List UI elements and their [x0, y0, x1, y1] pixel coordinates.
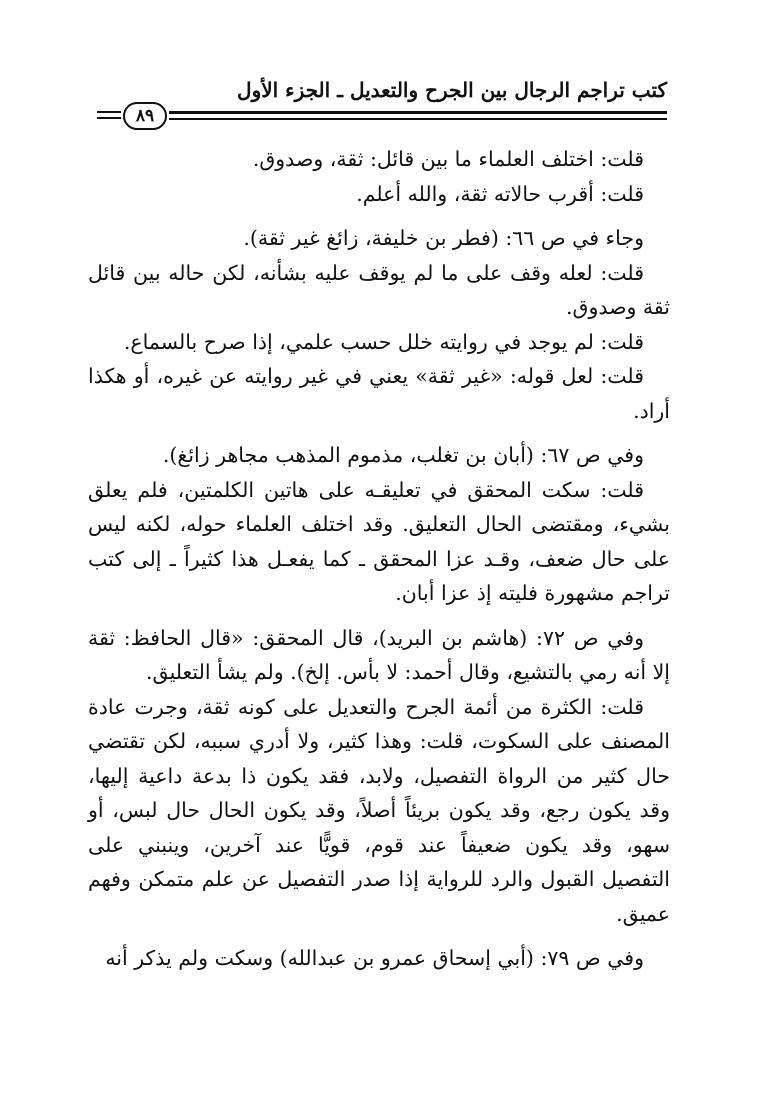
paragraph: وفي ص ٦٧: (أبان بن تغلب، مذموم المذهب مجاهر زائغ).: [162, 443, 644, 467]
paragraph: قلت: الكثرة من أئمة الجرح والتعديل على كونه ثقة، وجرت عادة المصنف على السكوت، قلت: وهذا كثير، ولا أدري سببه، لكن تقتضي حال كثير من الرواة التفصيل، ولابد، فقد يكون ذا بدعة داعية إليها، وقد يكون رجع، وقد يكون بريئاً أصلاً، وقد يكون الحال حال لبس، أو سهو، وقد يكون ضعيفاً عند قوم، قويًّا عند آخرين، وينبني على التفصيل القبول والرد للرواية إذا صدر التفصيل عن علم متمكن وفهم عميق.: [88, 694, 670, 926]
header-rule-thin: [169, 118, 667, 120]
paragraph: قلت: أقرب حالاته ثقة، والله أعلم.: [356, 181, 644, 206]
header-title: كتب تراجم الرجال بين الجرح والتعديل ـ الجزء الأول: [237, 78, 667, 102]
paragraph: وفي ص ٧٩: (أبي إسحاق عمرو بن عبدالله) وسكت ولم يذكر أنه: [105, 946, 644, 970]
paragraph: قلت: لعله وقف على ما لم يوقف عليه بشأنه، لكن حاله بين قائل ثقة وصدوق.: [88, 260, 670, 319]
header-rule-thick: [169, 111, 667, 114]
paragraph: قلت: لعل قوله: «غير ثقة» يعني في غير روايته عن غيره، أو هكذا أراد.: [88, 364, 670, 423]
paragraph: وفي ص ٧٢: (هاشم بن البريد)، قال المحقق: «قال الحافظ: ثقة إلا أنه رمي بالتشيع، وقال أحمد: لا بأس. إلخ). ولم يشأ التعليق.: [88, 625, 670, 684]
paragraph: قلت: سكت المحقق في تعليقـه على هاتين الكلمتين، فلم يعلق بشيء، ومقتضى الحال التعليق. وقد اختلف العلماء حوله، لكنه ليس على حال ضعف، وقـد عزا المحقق ـ كما يفعـل هذا كثيراً ـ إلى كتب تراجم مشهورة فليته إذ عزا أبان.: [88, 477, 670, 605]
paragraph: قلت: اختلف العلماء ما بين قائل: ثقة، وصدوق.: [252, 147, 644, 171]
page-body: [88, 142, 670, 976]
running-header: [97, 78, 667, 130]
paragraph: وجاء في ص ٦٦: (فطر بن خليفة، زائغ غير ثقة).: [243, 226, 644, 250]
page-number: ٨٩: [123, 102, 167, 130]
paragraph: قلت: لم يوجد في روايته خلل حسب علمي، إذا صرح بالسماع.: [123, 329, 644, 354]
header-ornament-lines: [97, 111, 121, 123]
